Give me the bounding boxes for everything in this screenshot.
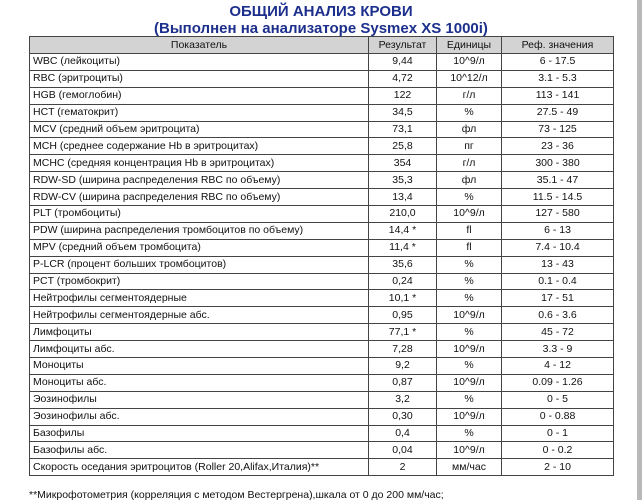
- cell-parameter: Лимфоциты абс.: [30, 341, 369, 358]
- cell-result: 34,5: [369, 104, 437, 121]
- cell-units: 10^9/л: [437, 206, 502, 223]
- cell-reference: 4 - 12: [502, 358, 614, 375]
- cell-units: %: [437, 273, 502, 290]
- cell-reference: 6 - 13: [502, 222, 614, 239]
- cell-units: г/л: [437, 155, 502, 172]
- cell-result: 0,04: [369, 442, 437, 459]
- cell-result: 9,2: [369, 358, 437, 375]
- page-edge: [637, 0, 642, 500]
- table-row: [30, 222, 614, 239]
- cell-reference: 35.1 - 47: [502, 172, 614, 189]
- cell-result: 11,4 *: [369, 239, 437, 256]
- table-row: [30, 70, 614, 87]
- cell-parameter: Моноциты абс.: [30, 374, 369, 391]
- cell-units: 10^12/л: [437, 70, 502, 87]
- cell-result: 210,0: [369, 206, 437, 223]
- cell-reference: 0.09 - 1.26: [502, 374, 614, 391]
- table-row: [30, 358, 614, 375]
- cell-units: мм/час: [437, 459, 502, 476]
- cell-units: 10^9/л: [437, 442, 502, 459]
- table-row: [30, 121, 614, 138]
- header-units: Единицы: [437, 37, 502, 54]
- cell-units: %: [437, 104, 502, 121]
- cell-result: 14,4 *: [369, 222, 437, 239]
- table-header-row: [30, 37, 614, 54]
- table-row: [30, 239, 614, 256]
- table-row: [30, 104, 614, 121]
- cell-reference: 0.1 - 0.4: [502, 273, 614, 290]
- cell-reference: 300 - 380: [502, 155, 614, 172]
- table-row: [30, 54, 614, 71]
- table-row: [30, 290, 614, 307]
- report-title-line1: ОБЩИЙ АНАЛИЗ КРОВИ: [229, 3, 413, 20]
- results-body: [30, 54, 614, 476]
- cell-parameter: RBC (эритроциты): [30, 70, 369, 87]
- table-row: [30, 206, 614, 223]
- cell-parameter: Нейтрофилы сегментоядерные: [30, 290, 369, 307]
- table-row: [30, 324, 614, 341]
- cell-result: 13,4: [369, 189, 437, 206]
- cell-result: 0,4: [369, 425, 437, 442]
- cell-parameter: PCT (тромбокрит): [30, 273, 369, 290]
- cell-reference: 13 - 43: [502, 256, 614, 273]
- cell-reference: 113 - 141: [502, 87, 614, 104]
- cell-reference: 73 - 125: [502, 121, 614, 138]
- cell-result: 0,30: [369, 408, 437, 425]
- table-row: [30, 155, 614, 172]
- cell-units: %: [437, 189, 502, 206]
- cell-parameter: RDW-CV (ширина распределения RBC по объему): [30, 189, 369, 206]
- header-result: Результат: [369, 37, 437, 54]
- cell-result: 7,28: [369, 341, 437, 358]
- cell-units: %: [437, 425, 502, 442]
- cell-units: 10^9/л: [437, 307, 502, 324]
- table-row: [30, 87, 614, 104]
- table-row: [30, 172, 614, 189]
- cell-parameter: Эозинофилы: [30, 391, 369, 408]
- cell-reference: 23 - 36: [502, 138, 614, 155]
- cell-units: 10^9/л: [437, 341, 502, 358]
- cell-reference: 17 - 51: [502, 290, 614, 307]
- cell-parameter: HGB (гемоглобин): [30, 87, 369, 104]
- cell-units: 10^9/л: [437, 408, 502, 425]
- cell-parameter: Базофилы: [30, 425, 369, 442]
- cell-parameter: P-LCR (процент больших тромбоцитов): [30, 256, 369, 273]
- cell-result: 35,6: [369, 256, 437, 273]
- cell-units: г/л: [437, 87, 502, 104]
- cell-parameter: MCH (среднее содержание Hb в эритроцитах): [30, 138, 369, 155]
- cell-result: 0,87: [369, 374, 437, 391]
- cell-result: 9,44: [369, 54, 437, 71]
- cell-units: %: [437, 358, 502, 375]
- cell-units: пг: [437, 138, 502, 155]
- cell-reference: 6 - 17.5: [502, 54, 614, 71]
- cell-units: %: [437, 290, 502, 307]
- report-title-line2: (Выполнен на анализаторе Sysmex XS 1000i): [154, 20, 488, 37]
- cell-result: 73,1: [369, 121, 437, 138]
- cell-result: 0,24: [369, 273, 437, 290]
- table-row: [30, 273, 614, 290]
- cell-reference: 0 - 0.2: [502, 442, 614, 459]
- cell-result: 2: [369, 459, 437, 476]
- cell-reference: 45 - 72: [502, 324, 614, 341]
- cell-result: 0,95: [369, 307, 437, 324]
- cell-parameter: Моноциты: [30, 358, 369, 375]
- cell-reference: 27.5 - 49: [502, 104, 614, 121]
- cell-parameter: MCV (средний объем эритроцита): [30, 121, 369, 138]
- cell-units: %: [437, 391, 502, 408]
- cell-units: фл: [437, 172, 502, 189]
- cell-reference: 0 - 0.88: [502, 408, 614, 425]
- cell-parameter: PDW (ширина распределения тромбоцитов по объему): [30, 222, 369, 239]
- cell-reference: 3.1 - 5.3: [502, 70, 614, 87]
- cell-parameter: WBC (лейкоциты): [30, 54, 369, 71]
- cell-parameter: MCHC (средняя концентрация Hb в эритроцитах): [30, 155, 369, 172]
- table-row: [30, 256, 614, 273]
- table-row: [30, 307, 614, 324]
- cell-parameter: PLT (тромбоциты): [30, 206, 369, 223]
- cell-units: 10^9/л: [437, 374, 502, 391]
- report-title: [0, 3, 642, 37]
- table-row: [30, 459, 614, 476]
- cell-result: 354: [369, 155, 437, 172]
- cell-result: 3,2: [369, 391, 437, 408]
- cell-reference: 127 - 580: [502, 206, 614, 223]
- header-reference: Реф. значения: [502, 37, 614, 54]
- cell-parameter: MPV (средний объем тромбоцита): [30, 239, 369, 256]
- cell-reference: 2 - 10: [502, 459, 614, 476]
- cell-reference: 0 - 1: [502, 425, 614, 442]
- cell-reference: 0.6 - 3.6: [502, 307, 614, 324]
- cell-reference: 3.3 - 9: [502, 341, 614, 358]
- cell-units: фл: [437, 121, 502, 138]
- cell-parameter: Базофилы абс.: [30, 442, 369, 459]
- cell-units: %: [437, 324, 502, 341]
- cell-parameter: Эозинофилы абс.: [30, 408, 369, 425]
- cell-result: 122: [369, 87, 437, 104]
- cell-reference: 0 - 5: [502, 391, 614, 408]
- footnote: **Микрофотометрия (корреляция с методом Вестергрена),шкала от 0 до 200 мм/час;: [29, 489, 444, 501]
- table-row: [30, 341, 614, 358]
- cell-result: 4,72: [369, 70, 437, 87]
- cell-result: 25,8: [369, 138, 437, 155]
- header-parameter: Показатель: [30, 37, 369, 54]
- cell-reference: 7.4 - 10.4: [502, 239, 614, 256]
- table-row: [30, 189, 614, 206]
- cell-parameter: Лимфоциты: [30, 324, 369, 341]
- table-row: [30, 138, 614, 155]
- cell-units: fl: [437, 222, 502, 239]
- cell-parameter: RDW-SD (ширина распределения RBC по объему): [30, 172, 369, 189]
- cell-parameter: Скорость оседания эритроцитов (Roller 20,Alifax,Италия)**: [30, 459, 369, 476]
- cell-units: %: [437, 256, 502, 273]
- table-row: [30, 442, 614, 459]
- cell-parameter: Нейтрофилы сегментоядерные абс.: [30, 307, 369, 324]
- results-table: [29, 36, 614, 476]
- table-row: [30, 408, 614, 425]
- cell-parameter: HCT (гематокрит): [30, 104, 369, 121]
- table-row: [30, 391, 614, 408]
- cell-result: 35,3: [369, 172, 437, 189]
- cell-result: 10,1 *: [369, 290, 437, 307]
- cell-units: fl: [437, 239, 502, 256]
- table-row: [30, 374, 614, 391]
- cell-reference: 11.5 - 14.5: [502, 189, 614, 206]
- cell-result: 77,1 *: [369, 324, 437, 341]
- cell-units: 10^9/л: [437, 54, 502, 71]
- table-row: [30, 425, 614, 442]
